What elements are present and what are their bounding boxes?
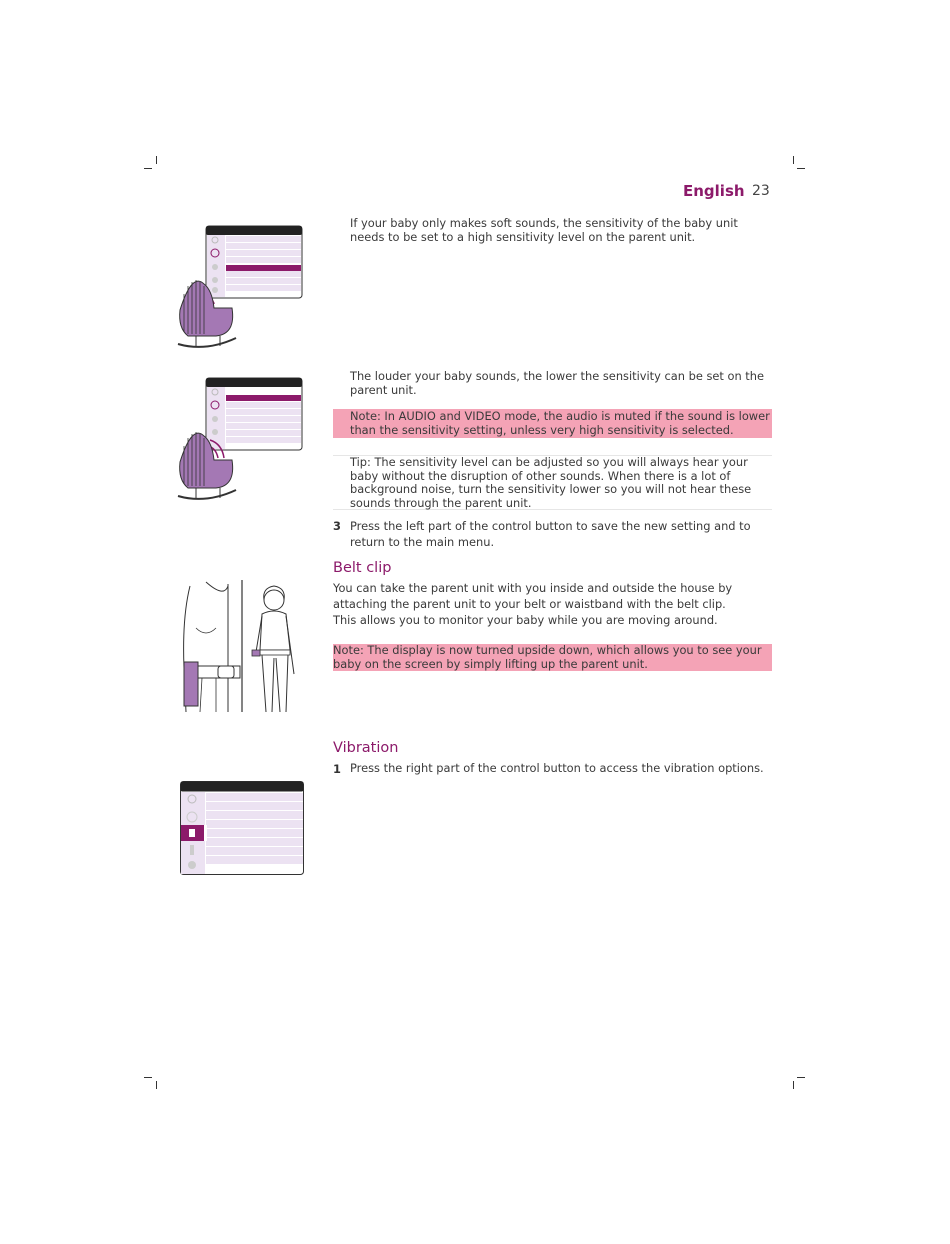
crop-mark [144, 1077, 152, 1078]
belt-clip-body: You can take the parent unit with you inside and outside the house by attaching the parent unit to your belt or waistband with the belt clip. This allows you to monitor your baby while you are moving around. [333, 581, 733, 627]
step3-text: Press the left part of the control button to save the new setting and to return to the main menu. [350, 519, 751, 549]
note-audio-text: Note: In AUDIO and VIDEO mode, the audio is muted if the sound is lower than the sensitivity setting, unless very high sensitivity is selected. [350, 409, 770, 437]
note-display-text: Note: The display is now turned upside down, which allows you to see your baby on the screen by simply lifting up the parent unit. [333, 643, 762, 671]
note-audio-muted [333, 409, 772, 438]
step-number: 1 [333, 762, 341, 776]
crop-mark [797, 1077, 805, 1078]
vibration-screen-illustration [180, 781, 304, 876]
belt-clip-illustration [176, 578, 306, 714]
soft-sounds-text: If your baby only makes soft sounds, the sensitivity of the baby unit needs to be set to a high sensitivity level on the parent unit. [350, 216, 738, 244]
belt-clip-heading: Belt clip [333, 560, 392, 576]
crop-mark [156, 156, 157, 164]
crop-mark [144, 168, 152, 169]
tip-text: Tip: The sensitivity level can be adjusted so you will always hear your baby without the disruption of other sounds. When there is a lot of background noise, turn the sensitivity lower so you will not hear these sounds through the parent unit. [350, 455, 752, 510]
crop-mark [156, 1081, 157, 1089]
crop-mark [793, 156, 794, 164]
step-number: 3 [333, 519, 341, 533]
note-display-upside-down [333, 644, 772, 671]
crop-mark [793, 1081, 794, 1089]
louder-sounds-text: The louder your baby sounds, the lower the sensitivity can be set on the parent unit. [350, 369, 764, 397]
crop-mark [797, 168, 805, 169]
sensitivity-low-illustration [176, 376, 308, 504]
page-number: 23 [752, 183, 770, 199]
sensitivity-high-illustration [176, 224, 308, 352]
header-language: English [683, 182, 745, 200]
vibration-heading: Vibration [333, 740, 399, 756]
tip-sensitivity [333, 455, 772, 510]
vibration-step1-text: Press the right part of the control button to access the vibration options. [350, 761, 764, 775]
